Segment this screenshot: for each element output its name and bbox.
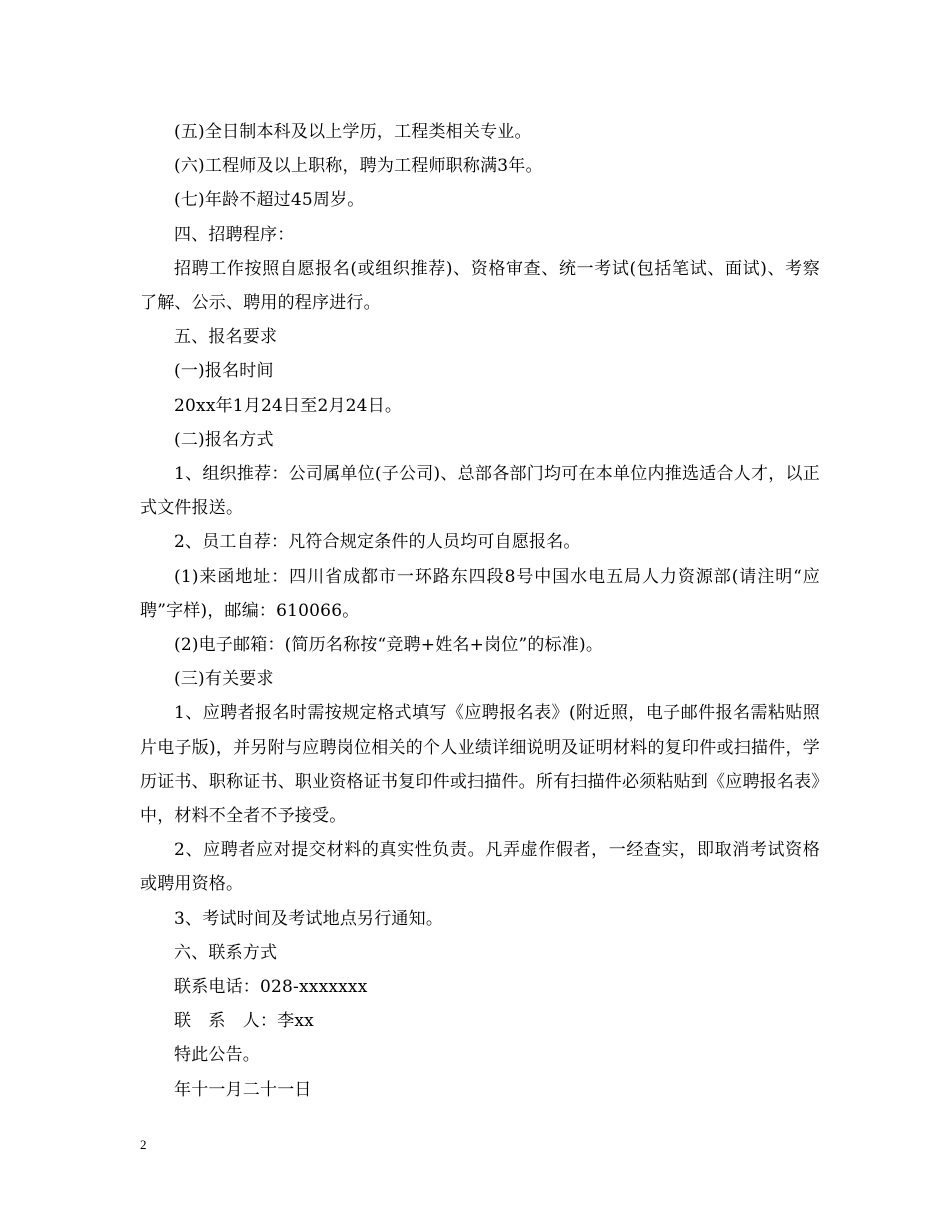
paragraph-education: (五)全日制本科及以上学历，工程类相关专业。 — [174, 122, 532, 142]
paragraph-organization-recommendation: 1、组织推荐：公司属单位(子公司)、总部各部门均可在本单位内推选适合人才，以正式文件报送。 — [140, 464, 820, 519]
paragraph-date: 年十一月二十一日 — [174, 1079, 312, 1100]
paragraph-contact-phone: 联系电话：028-xxxxxxx — [174, 977, 368, 998]
paragraph-procedure: 招聘工作按照自愿报名(或组织推荐)、资格审查、统一考试(包括笔试、面试)、考察了解、公示、聘用的程序进行。 — [140, 258, 820, 314]
paragraph-self-recommendation: 2、员工自荐：凡符合规定条件的人员均可自愿报名。 — [174, 532, 581, 553]
section-heading-requirements: 五、报名要求 — [174, 327, 278, 348]
paragraph-exam-notice: 3、考试时间及考试地点另行通知。 — [174, 908, 444, 929]
page-number: 2 — [140, 1137, 147, 1152]
document-body — [140, 115, 820, 1107]
paragraph-mailing-address: (1)来函地址：四川省成都市一环路东四段8号中国水电五局人力资源部(请注明“应聘”字样)，邮编：610066。 — [140, 566, 820, 621]
section-heading-contact: 六、联系方式 — [174, 942, 278, 963]
subheading-related-requirements: (三)有关要求 — [174, 669, 274, 690]
paragraph-email: (2)电子邮箱：(简历名称按“竞聘+姓名+岗位”的标准)。 — [174, 635, 604, 656]
paragraph-announcement: 特此公告。 — [174, 1045, 260, 1066]
paragraph-contact-person: 联 系 人：李xx — [174, 1011, 314, 1032]
section-heading-procedure: 四、招聘程序： — [174, 224, 295, 245]
paragraph-age: (七)年龄不超过45周岁。 — [174, 190, 365, 211]
paragraph-title: (六)工程师及以上职称，聘为工程师职称满3年。 — [174, 156, 543, 177]
paragraph-application-form: 1、应聘者报名时需按规定格式填写《应聘报名表》(附近照，电子邮件报名需粘贴照片电子版)，并另附与应聘岗位相关的个人业绩详细说明及证明材料的复印件或扫描件，学历证书、职称证书、职业资格证书复印件或扫描件。所有扫描件必须粘贴到《应聘报名表》中，材料不全者不予接受。 — [140, 703, 820, 827]
paragraph-registration-dates: 20xx年1月24日至2月24日。 — [174, 395, 403, 416]
paragraph-authenticity: 2、应聘者应对提交材料的真实性负责。凡弄虚作假者，一经查实，即取消考试资格或聘用资格。 — [140, 840, 820, 895]
subheading-registration-time: (一)报名时间 — [174, 361, 274, 382]
subheading-registration-method: (二)报名方式 — [174, 429, 274, 450]
